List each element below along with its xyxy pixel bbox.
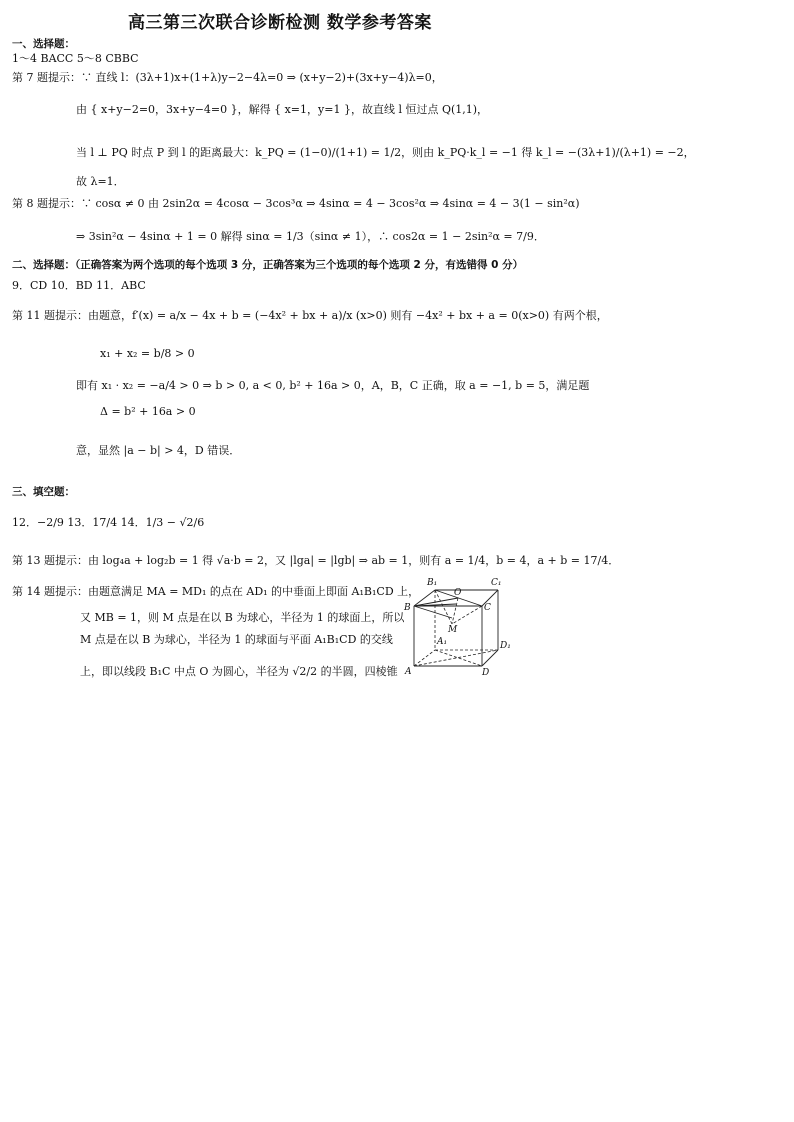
q11-system-line1: x₁ + x₂ = b/8 > 0 xyxy=(100,347,195,360)
label-A1: A₁ xyxy=(437,637,448,647)
label-M: M xyxy=(448,625,458,635)
q11-hint-line2: 意，显然 |a − b| > 4，D 错误． xyxy=(76,444,241,457)
q7-hint-line4: 故 λ=1． xyxy=(76,175,125,188)
label-C: C xyxy=(484,603,491,613)
edge-BB1 xyxy=(414,590,435,606)
label-B1: B₁ xyxy=(427,578,438,588)
q8-hint-line2: ⇒ 3sin²α − 4sinα + 1 = 0 解得 sinα = 1/3（sinα ≠ 1），∴ cos2α = 1 − 2sin²α = 7/9． xyxy=(76,230,545,243)
q14-hint-line2: 又 MB = 1，则 M 点是在以 B 为球心，半径为 1 的球面上，所以 xyxy=(80,611,405,624)
segment-AD1-hidden xyxy=(414,650,498,666)
q8-hint-line1: 第 8 题提示：∵ cosα ≠ 0 由 2sin2α = 4cosα − 3cos³α ⇒ 4sinα = 4 − 3cos²α ⇒ 4sinα = 4 − 3(1 − sin²α) xyxy=(12,197,580,210)
fill-answers-12-14: 12．−2/9 13．17/4 14．1/3 − √2/6 xyxy=(12,516,205,529)
label-C1: C₁ xyxy=(491,578,502,588)
multi-answers-9-11: 9．CD 10．BD 11．ABC xyxy=(12,279,146,292)
label-B: B xyxy=(404,603,411,613)
section-heading-fill: 三、填空题： xyxy=(12,486,75,498)
q7-hint-line2: 由 { x+y−2=0，3x+y−4=0 }，解得 { x=1，y=1 }，故直线 l 恒过点 Q(1,1)， xyxy=(76,103,489,116)
cube-figure xyxy=(400,574,520,678)
q7-hint-line3: 当 l ⊥ PQ 时点 P 到 l 的距离最大：k_PQ = (1−0)/(1+1) = 1/2，则由 k_PQ·k_l = −1 得 k_l = −(3λ+1)/(λ+1) = −2， xyxy=(76,146,695,159)
q14-hint-line1: 第 14 题提示：由题意满足 MA = MD₁ 的点在 AD₁ 的中垂面上即面 A₁B₁CD 上， xyxy=(12,585,420,598)
choice-answers-1-8: 1～4 BACC 5～8 CBBC xyxy=(12,52,139,65)
page-title: 高三第三次联合诊断检测 数学参考答案 xyxy=(128,13,432,33)
q13-hint-line1: 第 13 题提示：由 log₄a + log₂b = 1 得 √a·b = 2，又 |lga| = |lgb| ⇒ ab = 1，则有 a = 1/4，b = 4，a + b = 17/4． xyxy=(12,554,620,567)
section-heading-choice: 一、选择题： xyxy=(12,38,75,50)
label-D1: D₁ xyxy=(500,641,511,651)
segment-OM-hidden xyxy=(452,598,458,624)
label-D: D xyxy=(482,668,490,678)
label-A: A xyxy=(405,667,412,677)
q11-hint-line1: 第 11 题提示：由题意，f′(x) = a/x − 4x + b = (−4x² + bx + a)/x (x>0) 则有 −4x² + bx + a = 0(x>0) 有两个根， xyxy=(12,309,608,322)
segment-BM xyxy=(414,606,452,618)
q11-system-line2: 即有 x₁ · x₂ = −a/4 > 0 ⇒ b > 0, a < 0, b² + 16a > 0，A，B，C 正确，取 a = −1, b = 5，满足题 xyxy=(76,379,590,392)
label-O: O xyxy=(454,588,462,598)
segment-A1D-hidden xyxy=(435,650,482,666)
q14-hint-line3: M 点是在以 B 为球心，半径为 1 的球面与平面 A₁B₁CD 的交线 xyxy=(80,633,393,646)
q11-system-line3: Δ = b² + 16a > 0 xyxy=(100,405,196,418)
segment-CM-hidden xyxy=(452,606,482,624)
q14-hint-line4: 上，即以线段 B₁C 中点 O 为圆心，半径为 √2/2 的半圆，四棱锥 xyxy=(80,665,398,678)
q7-hint-line1: 第 7 题提示：∵ 直线 l：(3λ+1)x+(1+λ)y−2−4λ=0 ⇒ (x+y−2)+(3x+y−4)λ=0， xyxy=(12,71,443,84)
section-heading-multi: 二、选择题：（正确答案为两个选项的每个选项 3 分，正确答案为三个选项的每个选项 2 分，有选错得 0 分） xyxy=(12,259,524,271)
